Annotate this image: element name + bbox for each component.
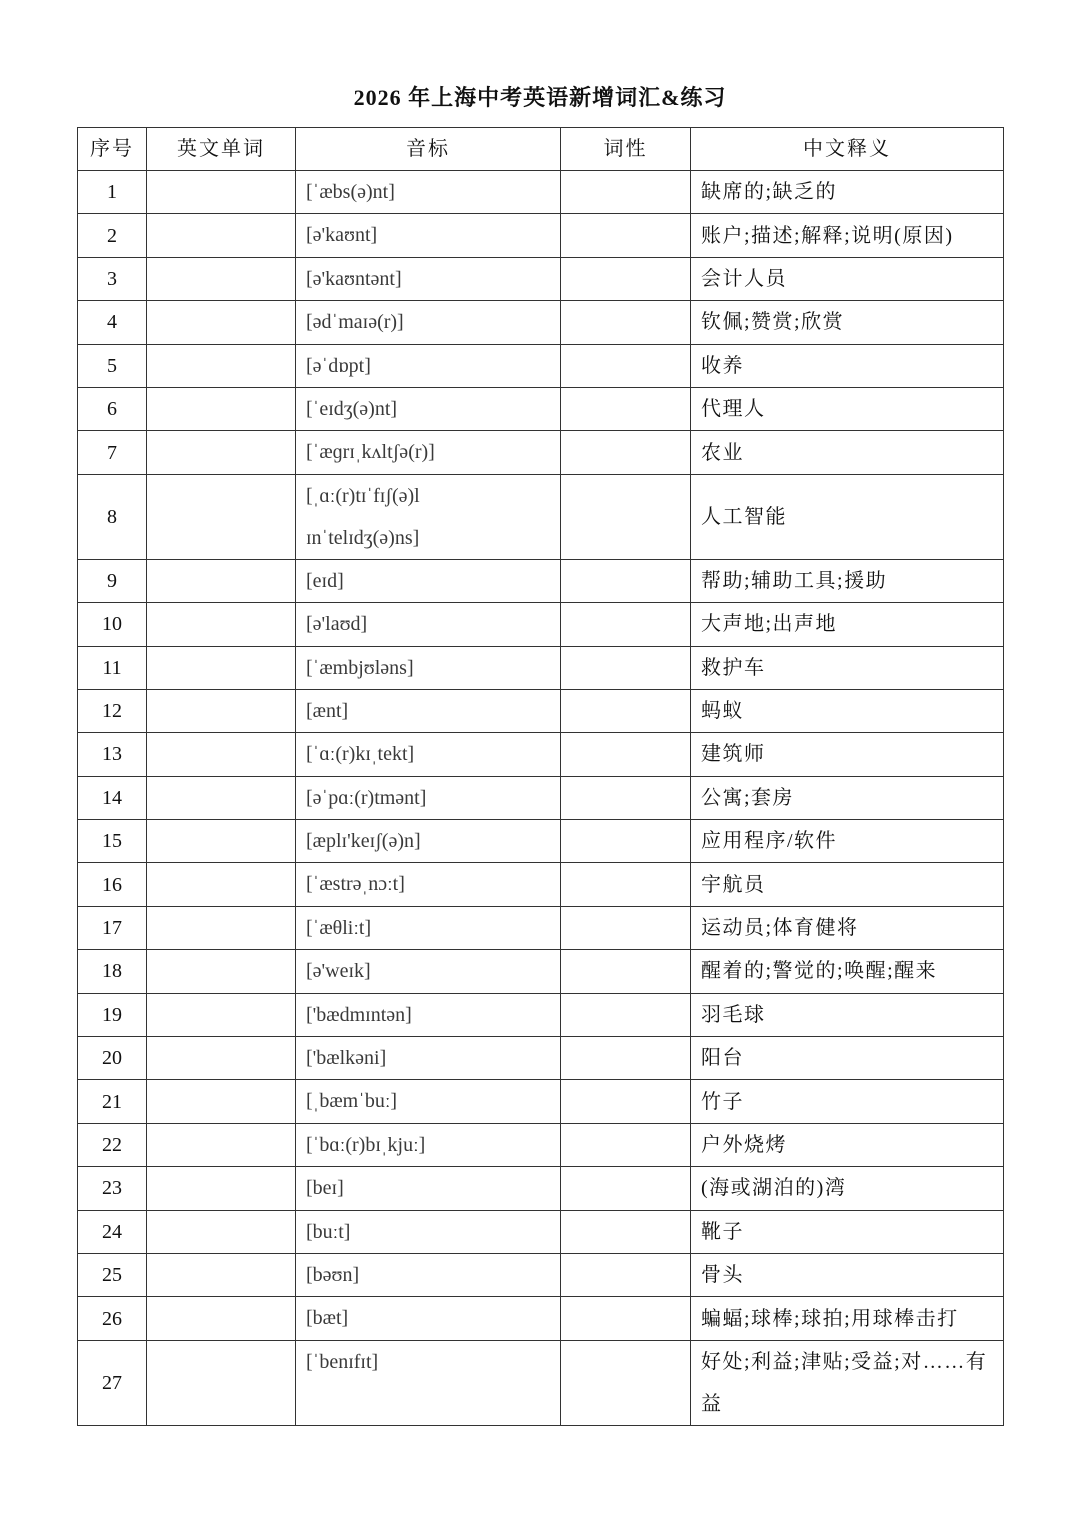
part-of-speech-cell: [561, 301, 691, 344]
table-row: [78, 1037, 1004, 1080]
english-word-cell: [147, 689, 296, 732]
english-word-cell: [147, 431, 296, 474]
english-word-cell: [147, 863, 296, 906]
phonetic-cell: [ˈeɪdʒ(ə)nt]: [296, 387, 561, 430]
english-word-cell: [147, 257, 296, 300]
part-of-speech-cell: [561, 950, 691, 993]
meaning-cell: 宇航员: [691, 863, 1004, 906]
row-number: 10: [78, 603, 147, 646]
vocabulary-table: [77, 127, 1004, 1426]
english-word-cell: [147, 950, 296, 993]
table-body: [78, 171, 1004, 1426]
table-row: [78, 559, 1004, 602]
row-number: 25: [78, 1253, 147, 1296]
meaning-cell: 人工智能: [691, 474, 1004, 559]
phonetic-cell: [ˈbɑː(r)bɪˌkjuː]: [296, 1123, 561, 1166]
table-row: [78, 1297, 1004, 1340]
english-word-cell: [147, 344, 296, 387]
part-of-speech-cell: [561, 1037, 691, 1080]
meaning-cell: 蚂蚁: [691, 689, 1004, 732]
part-of-speech-cell: [561, 1080, 691, 1123]
english-word-cell: [147, 733, 296, 776]
phonetic-cell: [ˈɑː(r)kɪˌtekt]: [296, 733, 561, 776]
row-number: 4: [78, 301, 147, 344]
part-of-speech-cell: [561, 387, 691, 430]
part-of-speech-cell: [561, 559, 691, 602]
page-title: 2026 年上海中考英语新增词汇&练习: [353, 85, 727, 110]
table-row: [78, 214, 1004, 257]
row-number: 15: [78, 820, 147, 863]
table-row: [78, 646, 1004, 689]
part-of-speech-cell: [561, 1210, 691, 1253]
english-word-cell: [147, 1167, 296, 1210]
english-word-cell: [147, 646, 296, 689]
table-row: [78, 257, 1004, 300]
phonetic-cell: [ədˈmaɪə(r)]: [296, 301, 561, 344]
meaning-cell: 运动员;体育健将: [691, 906, 1004, 949]
part-of-speech-cell: [561, 776, 691, 819]
phonetic-cell: [eɪd]: [296, 559, 561, 602]
part-of-speech-cell: [561, 474, 691, 559]
table-row: [78, 344, 1004, 387]
part-of-speech-cell: [561, 689, 691, 732]
row-number: 8: [78, 474, 147, 559]
phonetic-cell: [ˈbenɪfɪt]: [296, 1340, 561, 1425]
english-word-cell: [147, 1210, 296, 1253]
phonetic-cell: [əˈdɒpt]: [296, 344, 561, 387]
phonetic-cell: [ˈæstrəˌnɔːt]: [296, 863, 561, 906]
meaning-cell: 大声地;出声地: [691, 603, 1004, 646]
part-of-speech-cell: [561, 171, 691, 214]
phonetic-cell: [ˈæɡrɪˌkʌltʃə(r)]: [296, 431, 561, 474]
english-word-cell: [147, 906, 296, 949]
table-row: [78, 171, 1004, 214]
row-number: 20: [78, 1037, 147, 1080]
part-of-speech-cell: [561, 906, 691, 949]
part-of-speech-cell: [561, 1253, 691, 1296]
table-row: [78, 950, 1004, 993]
english-word-cell: [147, 214, 296, 257]
part-of-speech-cell: [561, 1340, 691, 1425]
table-row: [78, 820, 1004, 863]
phonetic-cell: [ænt]: [296, 689, 561, 732]
english-word-cell: [147, 171, 296, 214]
english-word-cell: [147, 820, 296, 863]
row-number: 2: [78, 214, 147, 257]
part-of-speech-cell: [561, 1123, 691, 1166]
table-row: [78, 689, 1004, 732]
phonetic-cell: [æplɪ'keɪʃ(ə)n]: [296, 820, 561, 863]
meaning-cell: (海或湖泊的)湾: [691, 1167, 1004, 1210]
header-english-word: 英文单词: [147, 128, 296, 171]
row-number: 19: [78, 993, 147, 1036]
meaning-cell: 钦佩;赞赏;欣赏: [691, 301, 1004, 344]
table-row: [78, 431, 1004, 474]
english-word-cell: [147, 1340, 296, 1425]
meaning-cell: 救护车: [691, 646, 1004, 689]
header-part-of-speech: 词性: [561, 128, 691, 171]
meaning-cell: 农业: [691, 431, 1004, 474]
phonetic-cell: [ə'laʊd]: [296, 603, 561, 646]
phonetic-cell: [bæt]: [296, 1297, 561, 1340]
meaning-cell: 建筑师: [691, 733, 1004, 776]
english-word-cell: [147, 387, 296, 430]
meaning-cell: 缺席的;缺乏的: [691, 171, 1004, 214]
phonetic-cell: [ə'weɪk]: [296, 950, 561, 993]
header-phonetic: 音标: [296, 128, 561, 171]
english-word-cell: [147, 1037, 296, 1080]
row-number: 11: [78, 646, 147, 689]
table-row: [78, 1253, 1004, 1296]
row-number: 3: [78, 257, 147, 300]
table-row: [78, 776, 1004, 819]
english-word-cell: [147, 1123, 296, 1166]
part-of-speech-cell: [561, 257, 691, 300]
table-row: [78, 387, 1004, 430]
english-word-cell: [147, 776, 296, 819]
row-number: 21: [78, 1080, 147, 1123]
phonetic-cell: [beɪ]: [296, 1167, 561, 1210]
table-row: [78, 474, 1004, 559]
meaning-cell: 靴子: [691, 1210, 1004, 1253]
header-number: 序号: [78, 128, 147, 171]
phonetic-cell: [buːt]: [296, 1210, 561, 1253]
english-word-cell: [147, 1080, 296, 1123]
phonetic-cell: ['bælkəni]: [296, 1037, 561, 1080]
phonetic-cell: [ˌɑː(r)tɪˈfɪʃ(ə)l ɪnˈtelɪdʒ(ə)ns]: [296, 474, 561, 559]
part-of-speech-cell: [561, 646, 691, 689]
table-row: [78, 1123, 1004, 1166]
part-of-speech-cell: [561, 214, 691, 257]
meaning-cell: 醒着的;警觉的;唤醒;醒来: [691, 950, 1004, 993]
part-of-speech-cell: [561, 733, 691, 776]
part-of-speech-cell: [561, 431, 691, 474]
row-number: 16: [78, 863, 147, 906]
table-row: [78, 301, 1004, 344]
meaning-cell: 骨头: [691, 1253, 1004, 1296]
phonetic-cell: ['bædmɪntən]: [296, 993, 561, 1036]
row-number: 24: [78, 1210, 147, 1253]
table-row: [78, 1340, 1004, 1425]
english-word-cell: [147, 1253, 296, 1296]
meaning-cell: 账户;描述;解释;说明(原因): [691, 214, 1004, 257]
english-word-cell: [147, 993, 296, 1036]
table-row: [78, 1080, 1004, 1123]
meaning-cell: 帮助;辅助工具;援助: [691, 559, 1004, 602]
part-of-speech-cell: [561, 1297, 691, 1340]
phonetic-cell: [ˈæmbjʊləns]: [296, 646, 561, 689]
phonetic-cell: [ə'kaʊntənt]: [296, 257, 561, 300]
table-row: [78, 1167, 1004, 1210]
row-number: 27: [78, 1340, 147, 1425]
phonetic-cell: [bəʊn]: [296, 1253, 561, 1296]
row-number: 6: [78, 387, 147, 430]
phonetic-cell: [ə'kaʊnt]: [296, 214, 561, 257]
english-word-cell: [147, 603, 296, 646]
row-number: 1: [78, 171, 147, 214]
table-row: [78, 863, 1004, 906]
phonetic-cell: [əˈpɑː(r)tmənt]: [296, 776, 561, 819]
phonetic-cell: [ˈæθliːt]: [296, 906, 561, 949]
meaning-cell: 竹子: [691, 1080, 1004, 1123]
phonetic-cell: [ˈæbs(ə)nt]: [296, 171, 561, 214]
part-of-speech-cell: [561, 820, 691, 863]
part-of-speech-cell: [561, 1167, 691, 1210]
english-word-cell: [147, 1297, 296, 1340]
header-meaning: 中文释义: [691, 128, 1004, 171]
part-of-speech-cell: [561, 344, 691, 387]
phonetic-cell: [ˌbæmˈbuː]: [296, 1080, 561, 1123]
meaning-cell: 收养: [691, 344, 1004, 387]
meaning-cell: 应用程序/软件: [691, 820, 1004, 863]
meaning-cell: 会计人员: [691, 257, 1004, 300]
meaning-cell: 羽毛球: [691, 993, 1004, 1036]
table-header-row: [78, 128, 1004, 171]
row-number: 9: [78, 559, 147, 602]
part-of-speech-cell: [561, 993, 691, 1036]
table-row: [78, 603, 1004, 646]
row-number: 17: [78, 906, 147, 949]
part-of-speech-cell: [561, 863, 691, 906]
row-number: 18: [78, 950, 147, 993]
row-number: 7: [78, 431, 147, 474]
table-row: [78, 1210, 1004, 1253]
row-number: 12: [78, 689, 147, 732]
row-number: 5: [78, 344, 147, 387]
part-of-speech-cell: [561, 603, 691, 646]
row-number: 26: [78, 1297, 147, 1340]
meaning-cell: 蝙蝠;球棒;球拍;用球棒击打: [691, 1297, 1004, 1340]
meaning-cell: 户外烧烤: [691, 1123, 1004, 1166]
english-word-cell: [147, 474, 296, 559]
meaning-cell: 阳台: [691, 1037, 1004, 1080]
row-number: 14: [78, 776, 147, 819]
table-row: [78, 906, 1004, 949]
row-number: 22: [78, 1123, 147, 1166]
meaning-cell: 代理人: [691, 387, 1004, 430]
table-row: [78, 733, 1004, 776]
meaning-cell: 好处;利益;津贴;受益;对……有益: [691, 1340, 1004, 1425]
row-number: 13: [78, 733, 147, 776]
meaning-cell: 公寓;套房: [691, 776, 1004, 819]
english-word-cell: [147, 301, 296, 344]
row-number: 23: [78, 1167, 147, 1210]
english-word-cell: [147, 559, 296, 602]
table-row: [78, 993, 1004, 1036]
